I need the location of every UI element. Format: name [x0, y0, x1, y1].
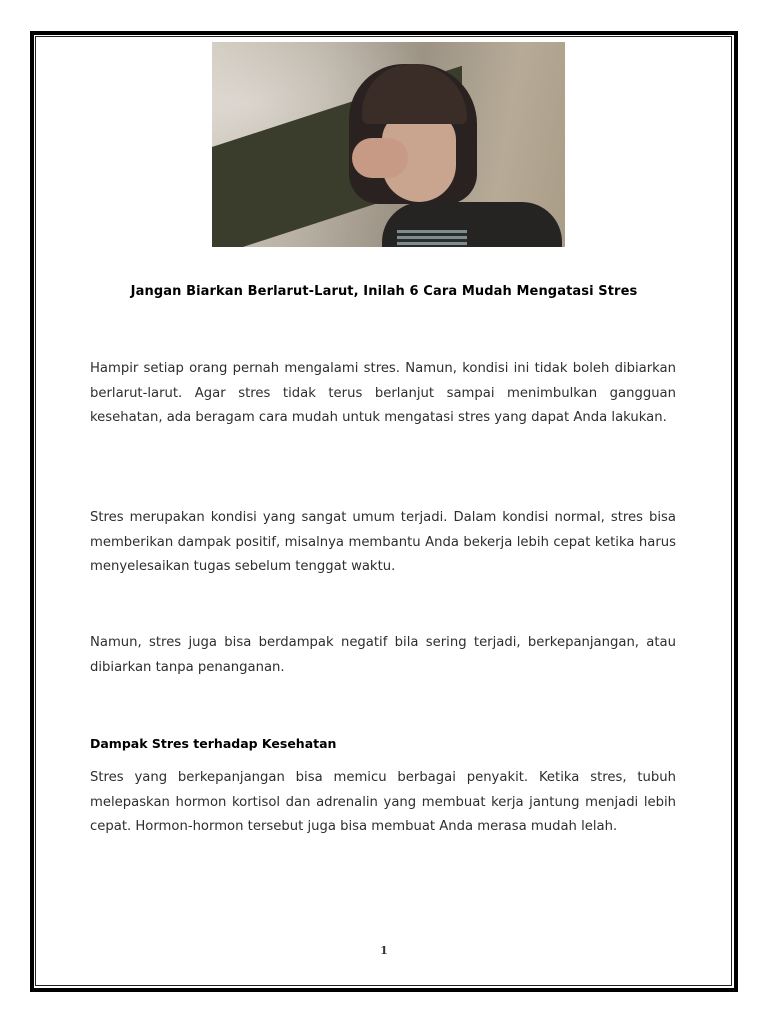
page-number: 1 — [380, 944, 388, 957]
paragraph-intro: Hampir setiap orang pernah mengalami stres. Namun, kondisi ini tidak boleh dibiarkan berlarut-larut. Agar stres tidak terus berlanjut sampai menimbulkan gangguan kesehatan, ada beragam cara mudah untuk mengatasi stres yang dapat Anda lakukan. — [90, 361, 676, 425]
document-title: Jangan Biarkan Berlarut-Larut, Inilah 6 Cara Mudah Mengatasi Stres — [130, 284, 638, 299]
paragraph-negative-impact: Namun, stres juga bisa berdampak negatif bila sering terjadi, berkepanjangan, atau dibiarkan tanpa penanganan. — [90, 635, 676, 675]
photo-sweater — [397, 230, 467, 247]
section-heading: Dampak Stres terhadap Kesehatan — [90, 736, 337, 751]
paragraph-health-impact: Stres yang berkepanjangan bisa memicu berbagai penyakit. Ketika stres, tubuh melepaskan hormon kortisol dan adrenalin yang membuat kerja jantung menjadi lebih cepat. Hormon-hormon tersebut juga bisa membuat Anda merasa mudah lelah. — [90, 770, 676, 834]
article-photo — [212, 42, 565, 247]
photo-hand — [352, 138, 408, 178]
paragraph-stress-definition: Stres merupakan kondisi yang sangat umum terjadi. Dalam kondisi normal, stres bisa memberikan dampak positif, misalnya membantu Anda bekerja lebih cepat ketika harus menyelesaikan tugas sebelum tenggat waktu. — [90, 510, 676, 574]
